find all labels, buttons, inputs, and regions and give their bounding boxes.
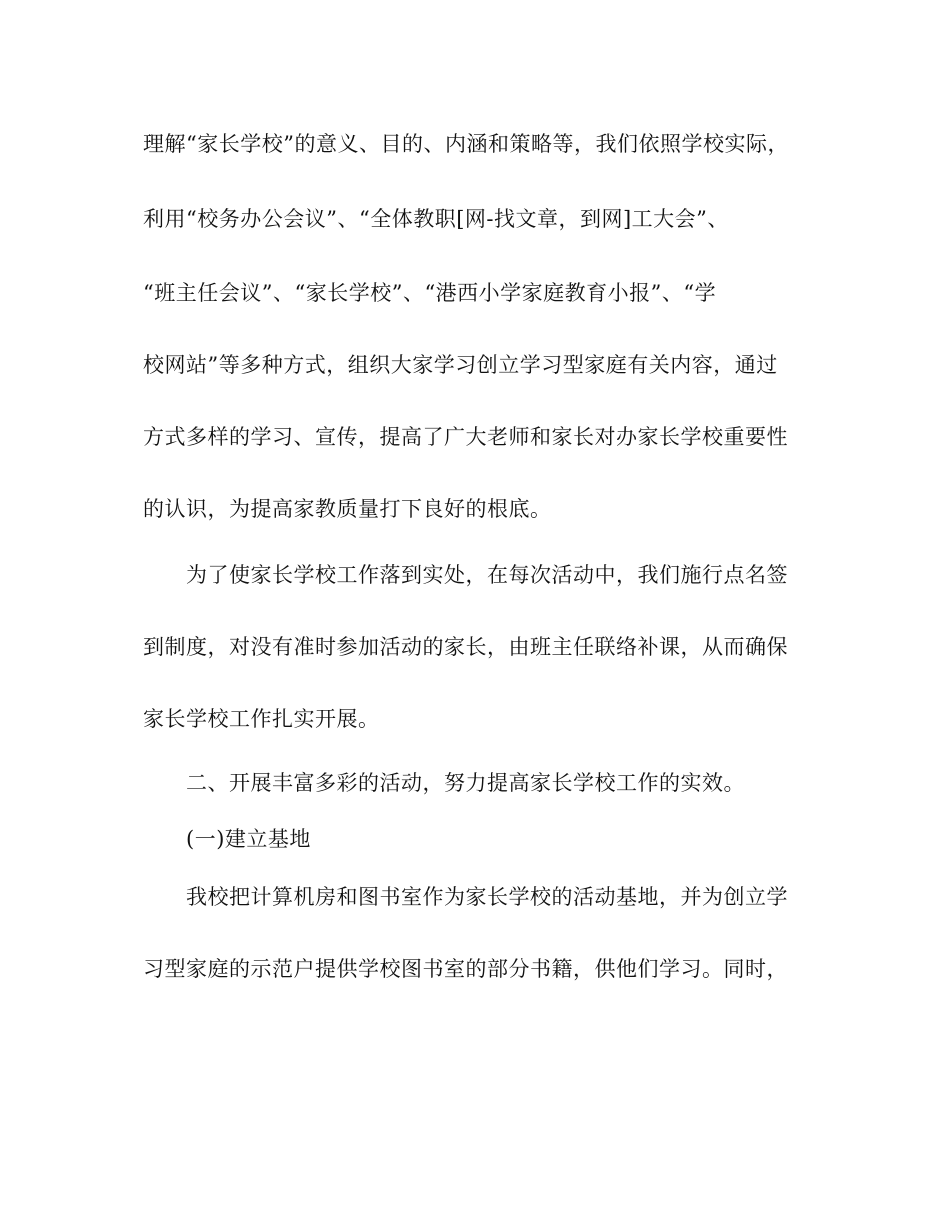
text-line: 到制度，对没有准时参加活动的家长，由班主任联络补课，从而确保 <box>143 635 788 659</box>
text-line: 的认识，为提高家教质量打下良好的根底。 <box>143 497 552 521</box>
text-line: “班主任会议”、“家长学校”、“港西小学家庭教育小报”、“学 <box>143 281 717 305</box>
subsection-heading: (一)建立基地 <box>186 827 311 851</box>
text-line: 利用“校务办公会议”、“全体教职[网-找文章，到网]工大会”、 <box>143 207 729 231</box>
text-line: 家长学校工作扎实开展。 <box>143 707 380 731</box>
section-heading: 二、开展丰富多彩的活动，努力提高家长学校工作的实效。 <box>186 771 745 795</box>
text-line: 为了使家长学校工作落到实处，在每次活动中，我们施行点名签 <box>186 563 788 587</box>
text-line: 我校把计算机房和图书室作为家长学校的活动基地，并为创立学 <box>186 885 788 909</box>
text-line: 理解“家长学校”的意义、目的、内涵和策略等，我们依照学校实际， <box>143 132 789 156</box>
text-line: 习型家庭的示范户提供学校图书室的部分书籍，供他们学习。同时， <box>143 957 788 981</box>
text-line: 校网站”等多种方式，组织大家学习创立学习型家庭有关内容，通过 <box>143 353 778 377</box>
text-line: 方式多样的学习、宣传，提高了广大老师和家长对办家长学校重要性 <box>143 425 788 449</box>
